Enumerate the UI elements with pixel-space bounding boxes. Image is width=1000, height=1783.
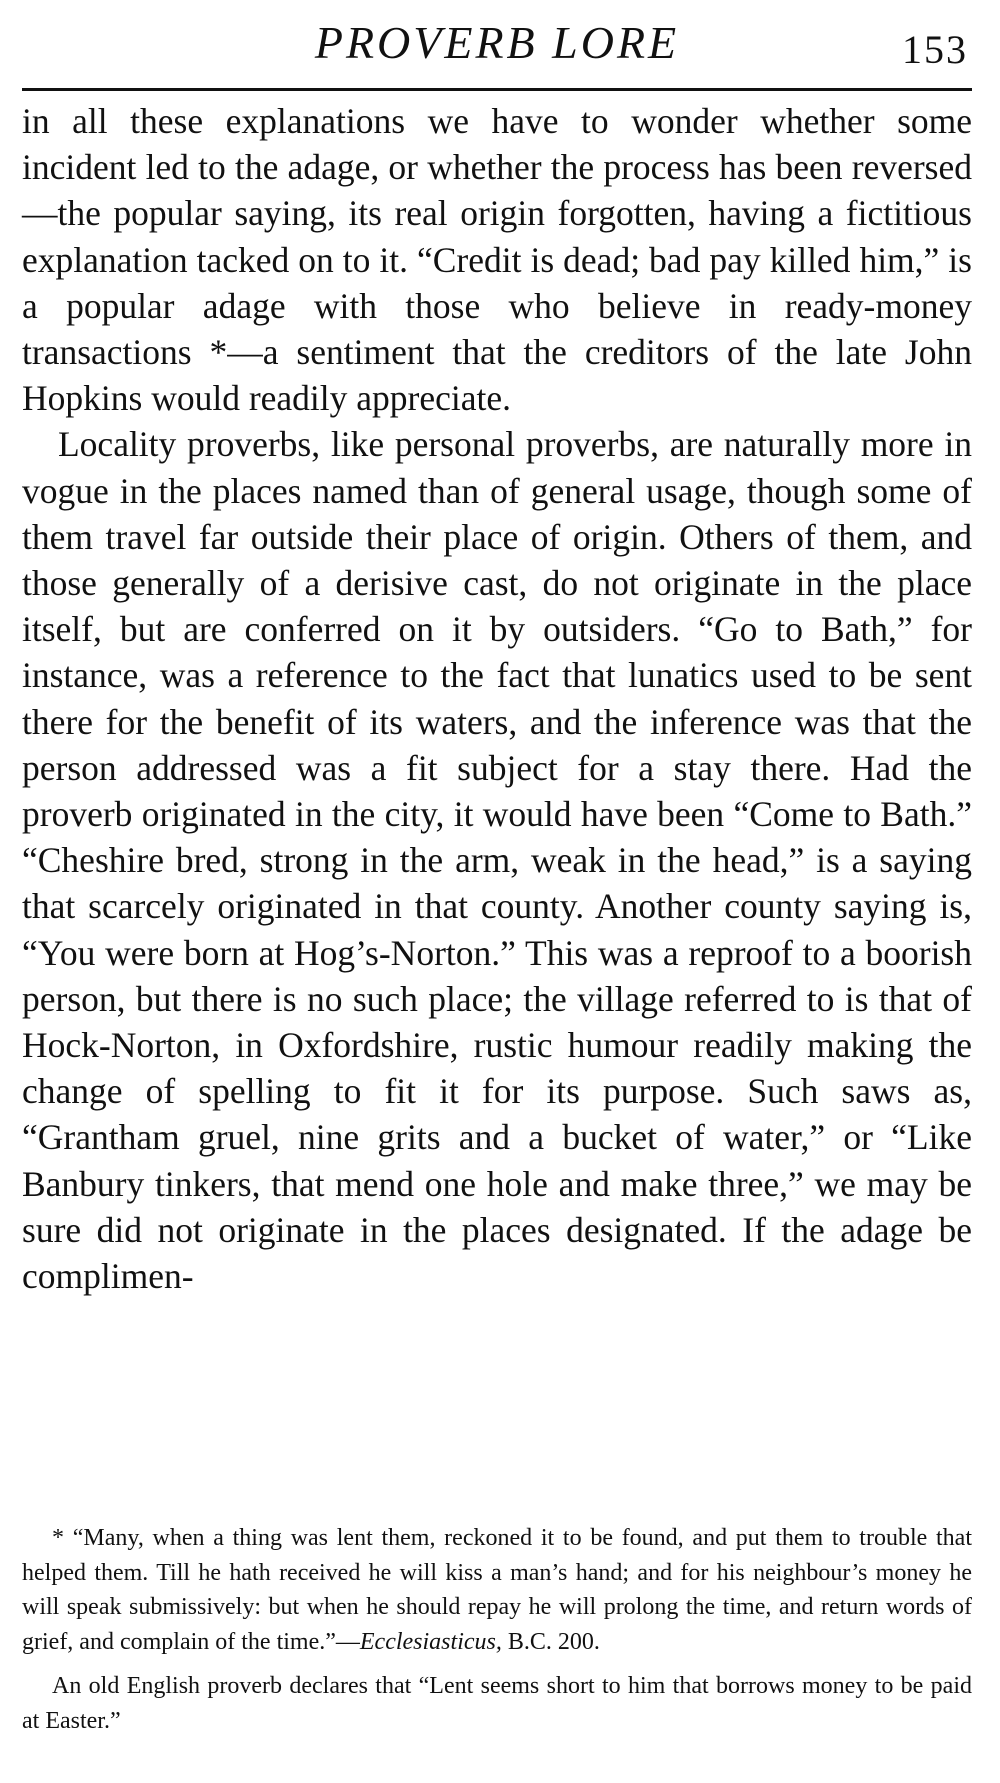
running-title: PROVERB LORE — [314, 17, 680, 68]
header-rule — [22, 88, 972, 91]
book-page — [22, 0, 972, 1734]
footnote-1-source: Ecclesiasticus, — [359, 1628, 502, 1655]
page-number: 153 — [902, 27, 968, 72]
footnote-1 — [22, 1521, 972, 1659]
footnotes — [22, 1521, 972, 1738]
footnote-1-date: B.C. 200. — [501, 1628, 600, 1655]
paragraph-2: Locality proverbs, like personal proverbs, are naturally more in vogue in the places named than of general usage, though some of them travel far outside their place of origin. Others of them, and those generally of a derisive cast, do not originate in the place itself, but are conferred on it by outsiders. “Go to Bath,” for instance, was a reference to the fact that lunatics used to be sent there for the benefit of its waters, and the inference was that the person addressed was a fit subject for a stay there. Had the proverb originated in the city, it would have been “Come to Bath.” “Cheshire bred, strong in the arm, weak in the head,” is a saying that scarcely originated in that county. Another county saying is, “You were born at Hog’s-Norton.” This was a reproof to a boorish person, but there is no such place; the village referred to is that of Hock-Norton, in Oxfordshire, rustic humour readily making the change of spelling to fit it for its purpose. Such saws as, “Grantham gruel, nine grits and a bucket of water,” or “Like Banbury tinkers, that mend one hole and make three,” we may be sure did not originate in the places designated. If the adage be complimen- — [22, 424, 972, 1297]
footnote-2: An old English proverb declares that “Lent seems short to him that borrows money to be paid at Easter.” — [22, 1673, 972, 1734]
footnote-1-text: * “Many, when a thing was lent them, reckoned it to be found, and put them to trouble that helped them. Till he hath received he will kiss a man’s hand; and for his neighbour’s money he will speak submissively: but when he should repay he will prolong the time, and return words of grief, and complain of the time.”— — [22, 1525, 972, 1655]
main-text — [22, 98, 972, 1299]
paragraph-1: in all these explanations we have to wonder whether some incident led to the adage, or whether the process has been reversed—the popular saying, its real origin forgotten, having a fictitious explanation tacked on to it. “Credit is dead; bad pay killed him,” is a popular adage with those who believe in ready-money transactions *—a sentiment that the creditors of the late John Hopkins would readily appreciate. — [22, 101, 972, 419]
page-header — [22, 0, 972, 88]
